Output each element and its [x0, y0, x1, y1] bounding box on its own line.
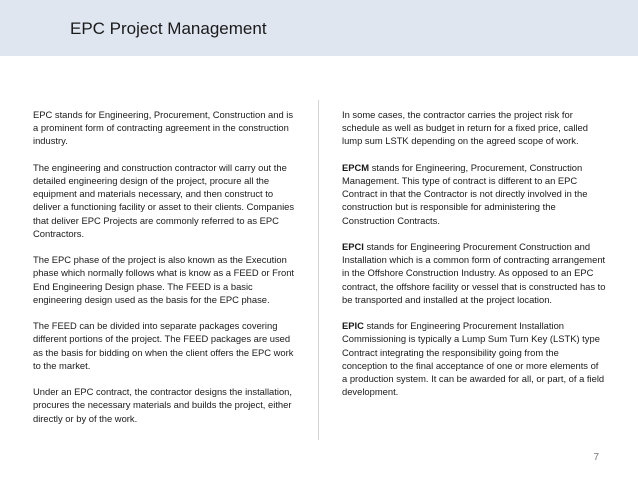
right-column [342, 108, 606, 412]
title-bar [0, 0, 638, 56]
paragraph-epcm [342, 161, 606, 227]
paragraph-epci [342, 240, 606, 306]
left-column [33, 108, 299, 438]
paragraph-contractor-role: The engineering and construction contractor will carry out the detailed engineering design of the project, procure all the equipment and materials necessary, and then construct to deliver a functioning facility or asset to their clients. Companies that deliver EPC Projects are commonly referred to as EPC Contractors. [33, 161, 295, 239]
paragraph-epc-contract: Under an EPC contract, the contractor designs the installation, procures the necessary materials and builds the project, either directly or by of the work. [33, 386, 292, 424]
term-epci: EPCI [342, 241, 364, 252]
term-epcm: EPCM [342, 161, 370, 173]
term-epic: EPIC [342, 320, 364, 332]
definition-epci: stands for Engineering Procurement Construction and Installation which is a common form of contracting arrangement in the Offshore Construction Industry. As opposed to an EPC contract, the offshore facility or vessel that is constructed has to be transported and installed at the project location. [342, 241, 606, 305]
paragraph-lstk: In some cases, the contractor carries the project risk for schedule as well as budget in return for a fixed price, called lump sum LSTK depending on the agreed scope of work. [342, 109, 588, 147]
definition-epic: stands for Engineering Procurement Installation Commissioning is typically a Lump Sum Turn Key (LSTK) type Contract integrating the responsibility going from the conception to the final acceptance of one or more elements of a production system. It can be awarded for all, or part, of a field development. [342, 320, 605, 398]
paragraph-epc-definition: EPC stands for Engineering, Procurement, Construction and is a prominent form of contracting agreement in the construction industry. [33, 109, 294, 147]
paragraph-epic [342, 319, 606, 398]
paragraph-feed-packages: The FEED can be divided into separate packages covering different portions of the project. The FEED packages are used as the basis for bidding on when the client offers the EPC work to the market. [33, 320, 294, 371]
slide-title: EPC Project Management [70, 19, 267, 38]
column-divider [318, 100, 319, 440]
definition-epcm: stands for Engineering, Procurement, Construction Management. This type of contract is different to an EPC Contract in that the Contractor is not directly involved in the construction but is responsible for administering the Construction Contracts. [342, 161, 588, 226]
page-number: 7 [593, 452, 599, 463]
paragraph-execution-phase: The EPC phase of the project is also known as the Execution phase which normally follows what is know as a FEED or Front End Engineering Design phase. The FEED is a basic engineering design used as the basis for the EPC phase. [33, 254, 295, 305]
